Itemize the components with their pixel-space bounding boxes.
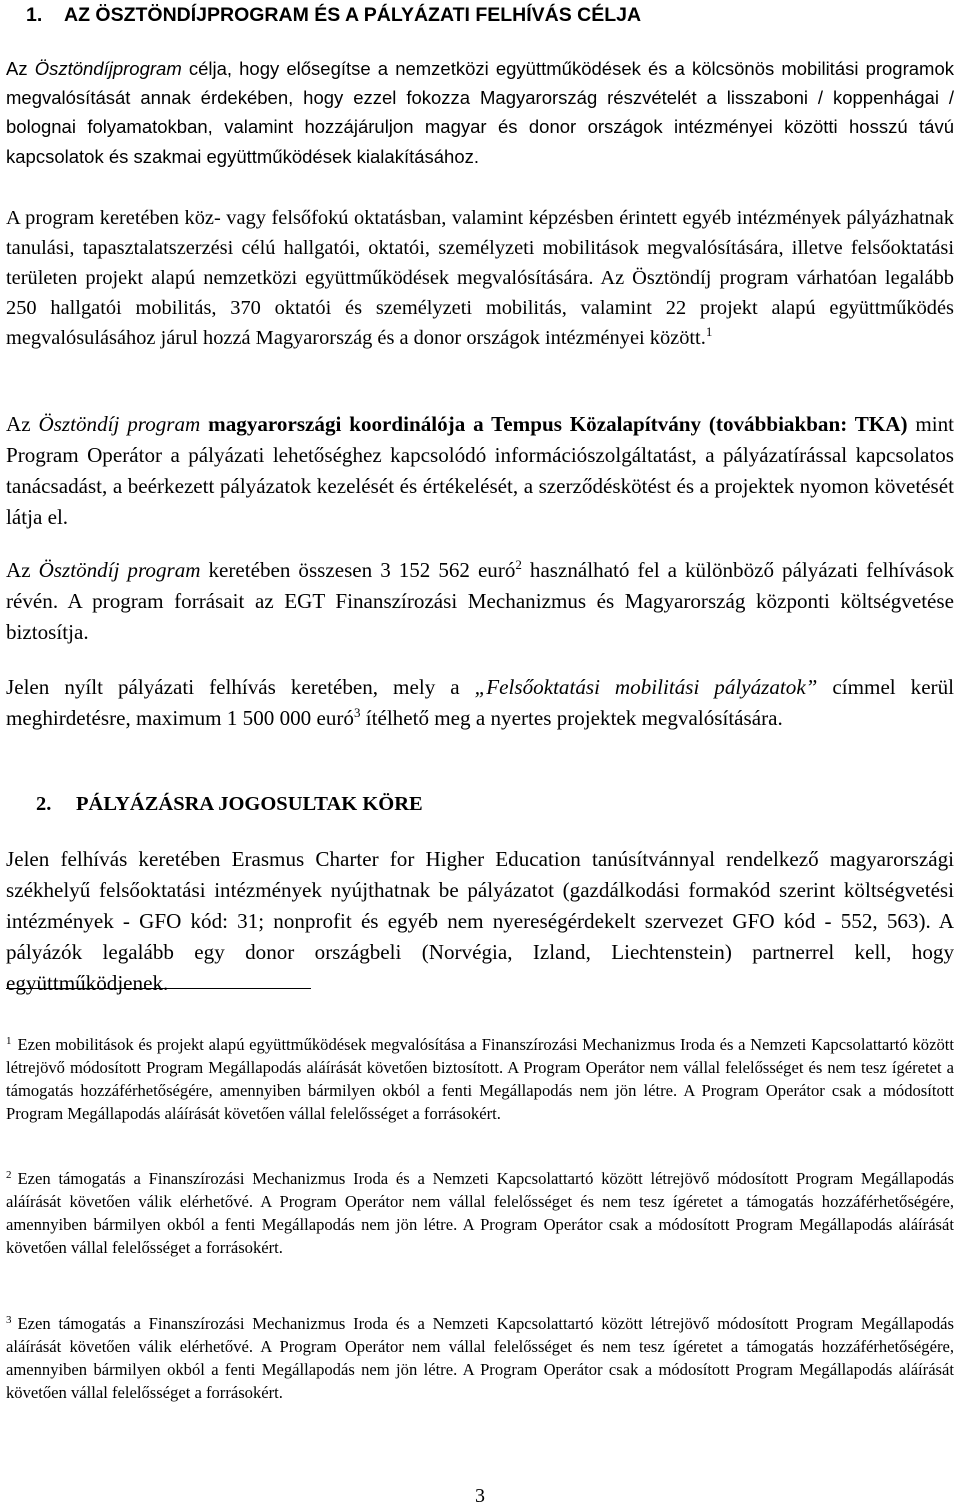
footnote-text: Ezen támogatás a Finanszírozási Mechanizmus Iroda és a Nemzeti Kapcsolattartó között létrejövő módosított Program Megállapodás aláírását követően válik elérhetővé. A Program Operátor nem vállal felelősséget és nem tesz ígéretet a támogatás hozzáférhetőségére, amennyiben bármilyen okból a fenti Megállapodás nem jön létre. A Program Operátor csak a módosított Program Megállapodás aláírását követően vállal felelősséget a forrásokért. bbox=[6, 1169, 954, 1257]
italic-term: Ösztöndíjprogram bbox=[34, 58, 182, 79]
text-run: címmel kerül meghirdetésre, maximum 1 500 000 euró bbox=[6, 675, 954, 730]
footnote-2 bbox=[6, 1164, 954, 1259]
paragraph-eligibility bbox=[6, 844, 954, 999]
footnote-mark: 1 bbox=[6, 1035, 12, 1047]
paragraph-program-scope bbox=[6, 203, 954, 353]
footnote-text: Ezen támogatás a Finanszírozási Mechanizmus Iroda és a Nemzeti Kapcsolattartó között létrejövő módosított Program Megállapodás aláírását követően válik elérhetővé. A Program Operátor nem vállal felelősséget és nem tesz ígéretet a támogatás hozzáférhetőségére, amennyiben bármilyen okból a fenti Megállapodás nem jön létre. A Program Operátor csak a módosított Program Megállapodás aláírását követően vállal felelősséget a forrásokért. bbox=[6, 1314, 954, 1402]
footnote-1 bbox=[6, 1030, 954, 1125]
page-number: 3 bbox=[475, 1485, 485, 1507]
section-number: 1. bbox=[26, 4, 43, 26]
footnote-3 bbox=[6, 1309, 954, 1404]
paragraph-budget bbox=[6, 555, 954, 648]
text-run: ítélhető meg a nyertes projektek megvalósítására. bbox=[360, 706, 783, 730]
italic-term: „Felsőoktatási mobilitási pályázatok” bbox=[474, 675, 818, 699]
paragraph-program-purpose bbox=[6, 54, 954, 171]
section-title: AZ ÖSZTÖNDÍJPROGRAM ÉS A PÁLYÁZATI FELHÍVÁS CÉLJA bbox=[64, 4, 642, 26]
paragraph-coordinator bbox=[6, 409, 954, 533]
italic-term: Ösztöndíj program bbox=[38, 558, 201, 582]
section-heading-2 bbox=[36, 789, 954, 819]
footnote-reference-1: 1 bbox=[705, 324, 713, 339]
footnote-separator bbox=[6, 988, 311, 989]
section-title: PÁLYÁZÁSRA JOGOSULTAK KÖRE bbox=[76, 793, 423, 815]
section-number: 2. bbox=[36, 793, 52, 815]
text-run: A program keretében köz- vagy felsőfokú oktatásban, valamint képzésben érintett egyéb intézmények pályázhatnak tanulási, tapasztalatszerzési célú hallgatói, oktatói, személyzeti mobilitások megvalósítására, illetve felsőoktatási területen projekt alapú nemzetközi együttműködések megvalósítására. Az Ösztöndíj program várhatóan legalább 250 hallgatói mobilitás, 370 oktatói és személyzeti mobilitás, valamint 22 projekt alapú együttműködés megvalósulásához járul hozzá Magyarország és a donor országok intézményei között. bbox=[6, 207, 954, 349]
text-run: Az bbox=[6, 412, 39, 436]
text-run: Az bbox=[6, 58, 35, 79]
footnote-mark: 2 bbox=[6, 1169, 12, 1181]
text-run: mint Program Operátor a pályázati lehetőséghez kapcsolódó információszolgáltatást, a pályázatírással kapcsolatos tanácsadást, a beérkezett pályázatok kezelését és értékelését, a szerződéskötést és a projektek nyomon követését látja el. bbox=[6, 412, 955, 529]
italic-term: Ösztöndíj program bbox=[38, 412, 201, 436]
paragraph-call bbox=[6, 672, 954, 734]
bold-text: magyarországi koordinálója a Tempus Közalapítvány (továbbiakban: TKA) bbox=[200, 412, 908, 436]
text-run: Jelen felhívás keretében Erasmus Charter for Higher Education tanúsítvánnyal rendelkező magyarországi székhelyű felsőoktatási intézmények nyújthatnak be pályázatot (gazdálkodási formakód szerint költségvetési intézmények - GFO kód: 31; nonprofit és egyéb nem nyereségérdekelt szervezet GFO kód - 552, 563). A pályázók legalább egy donor országbeli (Norvégia, Izland, Liechtenstein) partnerrel kell, hogy együttműködjenek. bbox=[6, 847, 954, 995]
text-run: Jelen nyílt pályázati felhívás keretében, mely a bbox=[6, 675, 475, 699]
footnote-text: Ezen mobilitások és projekt alapú együttműködések megvalósítása a Finanszírozási Mechanizmus Iroda és a Nemzeti Kapcsolattartó között létrejövő módosított Program Megállapodás aláírását követően biztosított. A Program Operátor nem vállal felelősséget és nem tesz ígéretet a támogatás hozzáférhetőségére, amennyiben bármilyen okból a fenti Megállapodás nem jön létre. A Program Operátor csak a módosított Program Megállapodás aláírását követően vállal felelősséget a forrásokért. bbox=[6, 1035, 954, 1123]
footnote-reference-3: 3 bbox=[353, 705, 361, 720]
text-run: keretében összesen 3 152 562 euró bbox=[200, 558, 516, 582]
footnote-mark: 3 bbox=[6, 1314, 12, 1326]
text-run: Az bbox=[6, 558, 39, 582]
footnote-reference-2: 2 bbox=[515, 557, 522, 572]
section-heading-1 bbox=[6, 2, 954, 28]
text-run: célja, hogy elősegítse a nemzetközi együttműködések és a kölcsönös mobilitási programok megvalósítását annak érdekében, hogy ezzel fokozza Magyarország részvételét a lisszaboni / koppenhágai / bolognai folyamatokban, valamint hozzájáruljon magyar és donor országok intézményei közötti hosszú távú kapcsolatok és szakmai együttműködések kialakításához. bbox=[6, 58, 954, 167]
text-run: használható fel a különböző pályázati felhívások révén. A program forrásait az EGT Finanszírozási Mechanizmus és Magyarország központi költségvetése biztosítja. bbox=[6, 558, 954, 644]
